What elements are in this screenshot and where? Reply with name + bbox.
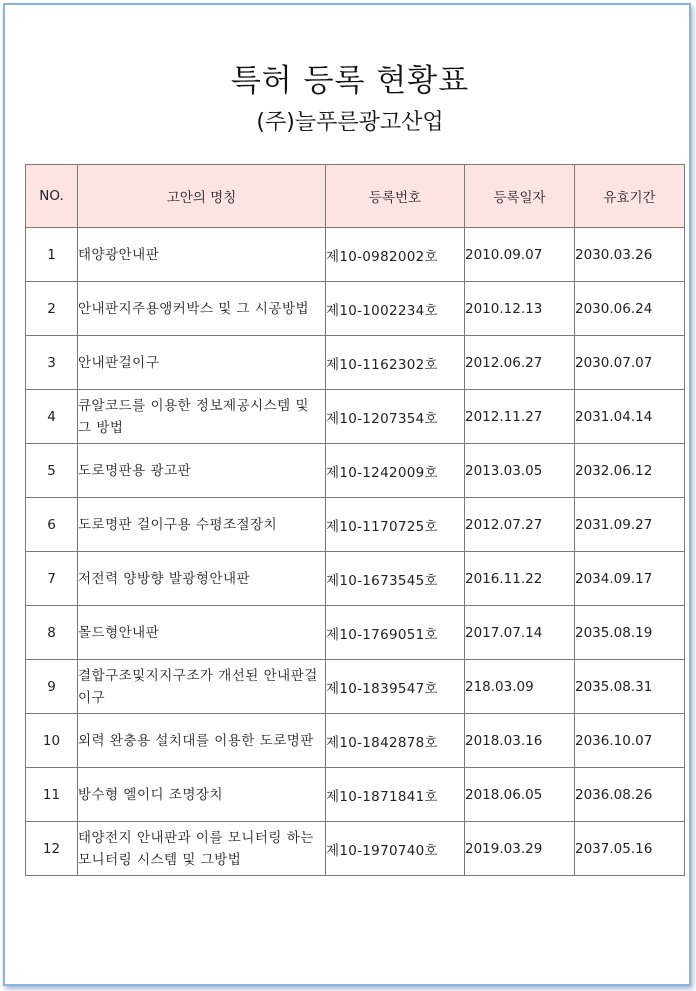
table-row bbox=[26, 714, 685, 768]
cell-reg-no: 제10-1842878호 bbox=[326, 714, 465, 768]
cell-reg-no: 제10-1970740호 bbox=[326, 822, 465, 876]
cell-expiry: 2031.04.14 bbox=[575, 390, 685, 444]
cell-reg-date: 2010.12.13 bbox=[465, 282, 575, 336]
cell-no: 8 bbox=[26, 606, 78, 660]
cell-reg-date: 2017.07.14 bbox=[465, 606, 575, 660]
table-header-row bbox=[26, 165, 685, 228]
cell-name: 외력 완충용 설치대를 이용한 도로명판 bbox=[78, 714, 326, 768]
page-frame bbox=[3, 3, 691, 986]
cell-reg-date: 2012.07.27 bbox=[465, 498, 575, 552]
company-name: (주)늘푸른광고산업 bbox=[256, 110, 444, 135]
cell-expiry: 2030.03.26 bbox=[575, 228, 685, 282]
cell-name: 태양광안내판 bbox=[78, 228, 326, 282]
table-row bbox=[26, 606, 685, 660]
cell-name: 큐알코드를 이용한 정보제공시스템 및 그 방법 bbox=[78, 390, 326, 444]
cell-no: 7 bbox=[26, 552, 78, 606]
cell-name: 도로명판용 광고판 bbox=[78, 444, 326, 498]
cell-name: 안내판걸이구 bbox=[78, 336, 326, 390]
cell-reg-no: 제10-0982002호 bbox=[326, 228, 465, 282]
cell-no: 2 bbox=[26, 282, 78, 336]
cell-reg-no: 제10-1673545호 bbox=[326, 552, 465, 606]
cell-no: 12 bbox=[26, 822, 78, 876]
cell-no: 5 bbox=[26, 444, 78, 498]
cell-name: 도로명판 걸이구용 수평조절장치 bbox=[78, 498, 326, 552]
table-row bbox=[26, 444, 685, 498]
cell-name: 저전력 양방향 발광형안내판 bbox=[78, 552, 326, 606]
cell-reg-date: 2013.03.05 bbox=[465, 444, 575, 498]
table-row bbox=[26, 660, 685, 714]
cell-no: 11 bbox=[26, 768, 78, 822]
table-row bbox=[26, 822, 685, 876]
cell-no: 3 bbox=[26, 336, 78, 390]
cell-no: 10 bbox=[26, 714, 78, 768]
patent-table bbox=[25, 164, 685, 876]
table-row bbox=[26, 768, 685, 822]
cell-expiry: 2034.09.17 bbox=[575, 552, 685, 606]
cell-no: 1 bbox=[26, 228, 78, 282]
cell-reg-no: 제10-1242009호 bbox=[326, 444, 465, 498]
header-reg-date: 등록일자 bbox=[465, 165, 575, 228]
cell-expiry: 2031.09.27 bbox=[575, 498, 685, 552]
document-title: 특허 등록 현황표 bbox=[230, 63, 470, 99]
table-row bbox=[26, 552, 685, 606]
cell-expiry: 2032.06.12 bbox=[575, 444, 685, 498]
cell-name: 태양전지 안내판과 이를 모니터링 하는 모니터링 시스템 및 그방법 bbox=[78, 822, 326, 876]
cell-no: 6 bbox=[26, 498, 78, 552]
cell-no: 9 bbox=[26, 660, 78, 714]
cell-reg-date: 2012.06.27 bbox=[465, 336, 575, 390]
cell-reg-no: 제10-1002234호 bbox=[326, 282, 465, 336]
header-no: NO. bbox=[26, 165, 78, 228]
cell-expiry: 2035.08.19 bbox=[575, 606, 685, 660]
cell-reg-no: 제10-1162302호 bbox=[326, 336, 465, 390]
cell-reg-no: 제10-1769051호 bbox=[326, 606, 465, 660]
table-row bbox=[26, 282, 685, 336]
header-name: 고안의 명칭 bbox=[78, 165, 326, 228]
cell-reg-date: 2010.09.07 bbox=[465, 228, 575, 282]
cell-reg-date: 2018.06.05 bbox=[465, 768, 575, 822]
cell-reg-date: 218.03.09 bbox=[465, 660, 575, 714]
cell-name: 몰드형안내판 bbox=[78, 606, 326, 660]
cell-expiry: 2035.08.31 bbox=[575, 660, 685, 714]
cell-reg-no: 제10-1871841호 bbox=[326, 768, 465, 822]
cell-expiry: 2030.07.07 bbox=[575, 336, 685, 390]
table-row bbox=[26, 390, 685, 444]
cell-name: 안내판지주용앵커박스 및 그 시공방법 bbox=[78, 282, 326, 336]
cell-name: 결합구조및지지구조가 개선된 안내판걸이구 bbox=[78, 660, 326, 714]
header-expiry: 유효기간 bbox=[575, 165, 685, 228]
cell-reg-no: 제10-1207354호 bbox=[326, 390, 465, 444]
table-row bbox=[26, 498, 685, 552]
header-reg-no: 등록번호 bbox=[326, 165, 465, 228]
cell-expiry: 2036.08.26 bbox=[575, 768, 685, 822]
cell-expiry: 2036.10.07 bbox=[575, 714, 685, 768]
cell-no: 4 bbox=[26, 390, 78, 444]
cell-name: 방수형 엘이디 조명장치 bbox=[78, 768, 326, 822]
cell-reg-date: 2018.03.16 bbox=[465, 714, 575, 768]
cell-reg-no: 제10-1170725호 bbox=[326, 498, 465, 552]
cell-expiry: 2030.06.24 bbox=[575, 282, 685, 336]
cell-expiry: 2037.05.16 bbox=[575, 822, 685, 876]
cell-reg-date: 2012.11.27 bbox=[465, 390, 575, 444]
cell-reg-no: 제10-1839547호 bbox=[326, 660, 465, 714]
table-row bbox=[26, 336, 685, 390]
table-row bbox=[26, 228, 685, 282]
cell-reg-date: 2016.11.22 bbox=[465, 552, 575, 606]
cell-reg-date: 2019.03.29 bbox=[465, 822, 575, 876]
